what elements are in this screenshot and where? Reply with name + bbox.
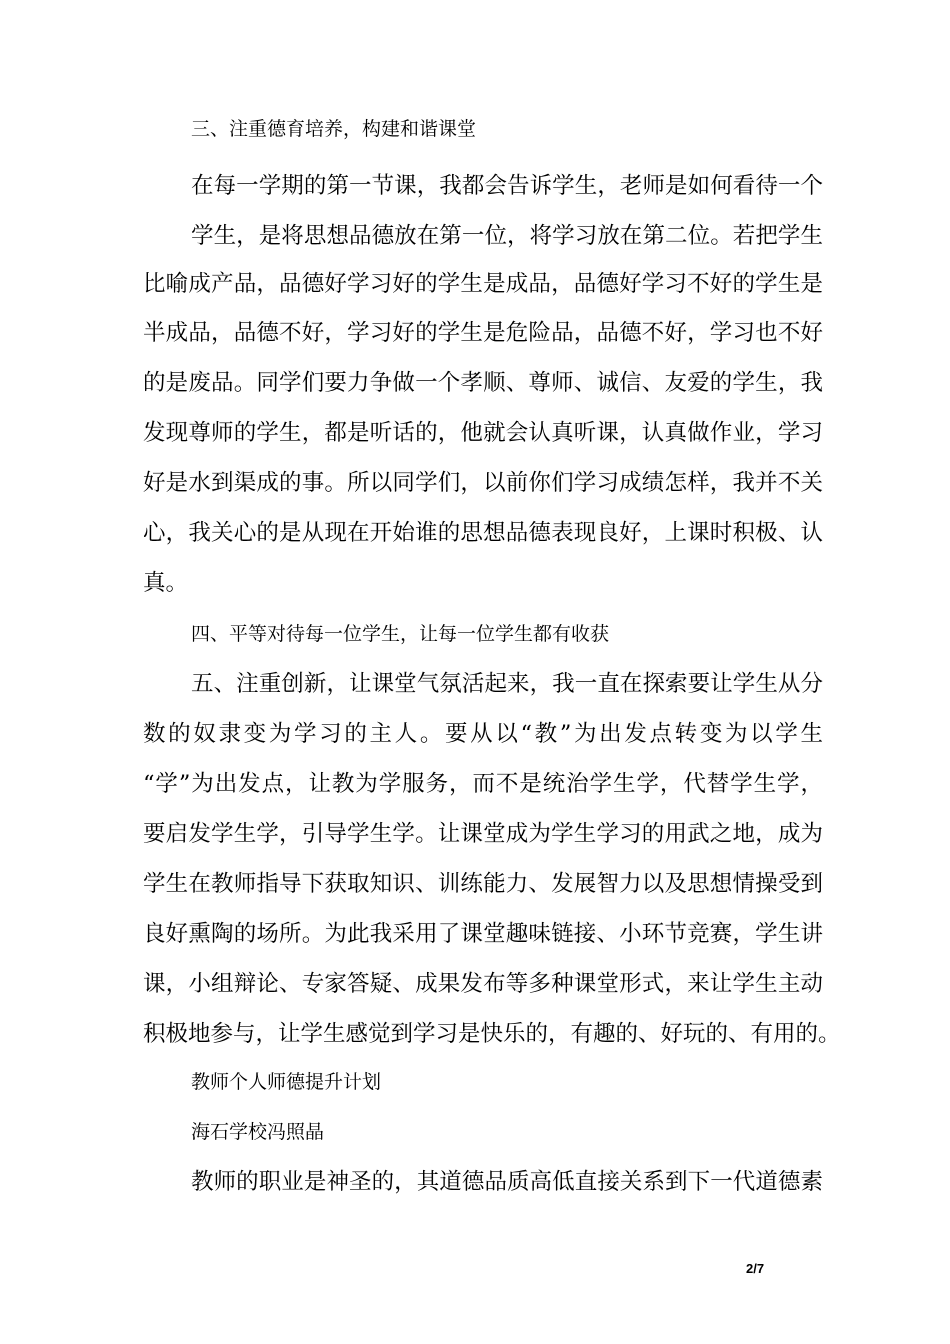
section-5-line: 课，小组辩论、专家答疑、成果发布等多种课堂形式，来让学生主动 [143, 971, 823, 997]
section-5-line: 五、注重创新，让课堂气氛活起来，我一直在探索要让学生从分 [191, 671, 823, 697]
section-3-line: 心，我关心的是从现在开始谁的思想品德表现良好，上课时积极、认 [143, 520, 823, 546]
section-3-line: 发现尊师的学生，都是听话的，他就会认真听课，认真做作业，学习 [143, 420, 823, 446]
page-number: 2/7 [746, 1261, 765, 1276]
section-3-line: 学生，是将思想品德放在第一位，将学习放在第二位。若把学生 [191, 223, 823, 249]
section-5-line: 数的奴隶变为学习的主人。要从以“教”为出发点转变为以学生 [143, 721, 823, 747]
section-3-line: 在每一学期的第一节课，我都会告诉学生，老师是如何看待一个 [191, 173, 823, 199]
section-3-line: 的是废品。同学们要力争做一个孝顺、尊师、诚信、友爱的学生，我 [143, 370, 823, 396]
section-5-line: “学”为出发点，让教为学服务，而不是统治学生学，代替学生学， [143, 771, 823, 797]
plan-author: 海石学校冯照晶 [191, 1121, 325, 1143]
section-3-line: 好是水到渠成的事。所以同学们，以前你们学习成绩怎样，我并不关 [143, 470, 823, 496]
plan-first-line: 教师的职业是神圣的，其道德品质高低直接关系到下一代道德素 [191, 1169, 823, 1195]
section-3-line: 比喻成产品，品德好学习好的学生是成品，品德好学习不好的学生是 [143, 271, 823, 297]
section-5-line: 积极地参与，让学生感觉到学习是快乐的，有趣的、好玩的、有用的。 [143, 1021, 841, 1047]
section-5-line: 要启发学生学，引导学生学。让课堂成为学生学习的用武之地，成为 [143, 821, 823, 847]
section-3-line: 真。 [143, 570, 189, 596]
section-5-line: 学生在教师指导下获取知识、训练能力、发展智力以及思想情操受到 [143, 871, 823, 897]
section-3-line: 半成品，品德不好，学习好的学生是危险品，品德不好，学习也不好 [143, 320, 823, 346]
section-3-heading: 三、注重德育培养，构建和谐课堂 [191, 118, 477, 140]
section-5-line: 良好熏陶的场所。为此我采用了课堂趣味链接、小环节竞赛，学生讲 [143, 921, 823, 947]
plan-title: 教师个人师德提升计划 [191, 1071, 382, 1093]
section-4-heading: 四、平等对待每一位学生，让每一位学生都有收获 [191, 623, 610, 645]
